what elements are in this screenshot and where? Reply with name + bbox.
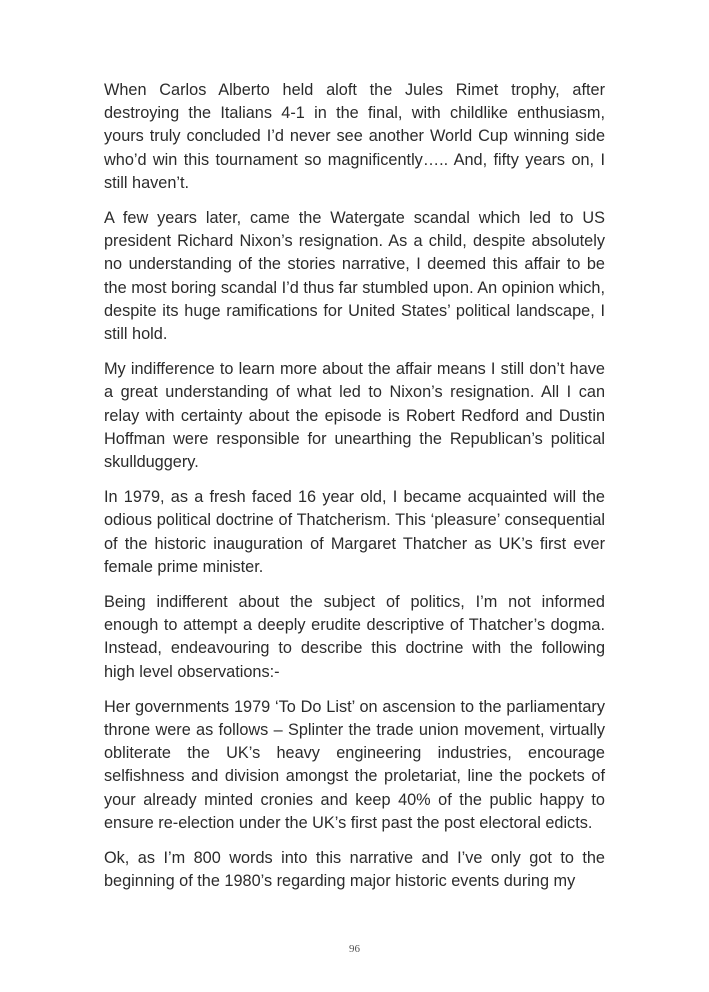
page-number: 96 (349, 943, 360, 955)
paragraph-nixon-resignation: My indifference to learn more about the affair means I still don’t have a great understanding of what led to Nixon’s resignation. All I can relay with certainty about the episode is Robert Redford and Dustin Hoffman were responsible for unearthing the Republican’s political skullduggery. (104, 360, 605, 472)
paragraph-world-cup: When Carlos Alberto held aloft the Jules Rimet trophy, after destroying the Italians 4-1 in the final, with childlike enthusiasm, yours truly concluded I’d never see another World Cup winning side who’d win this tournament so magnificently….. And, fifty years on, I still haven’t. (104, 81, 605, 192)
body-text (104, 79, 605, 906)
paragraph-watergate: A few years later, came the Watergate scandal which led to US president Richard Nixon’s resignation. As a child, despite absolutely no understanding of the stories narrative, I deemed this affair to be the most boring scandal I’d thus far stumbled upon. An opinion which, despite its huge ramifications for United States’ political landscape, I still hold. (104, 209, 605, 344)
paragraph-politics-indifference: Being indifferent about the subject of politics, I’m not informed enough to attempt a deeply erudite descriptive of Thatcher’s dogma. Instead, endeavouring to describe this doctrine with the following high level observations:- (104, 593, 605, 681)
paragraph-thatcherism: In 1979, as a fresh faced 16 year old, I became acquainted will the odious political doctrine of Thatcherism. This ‘pleasure’ consequential of the historic inauguration of Margaret Thatcher as UK’s first ever female prime minister. (104, 488, 605, 576)
paragraph-to-do-list: Her governments 1979 ‘To Do List’ on ascension to the parliamentary throne were as follows – Splinter the trade union movement, virtually obliterate the UK’s heavy engineering industries, encourage selfishness and division amongst the proletariat, line the pockets of your already minted cronies and keep 40% of the public happy to ensure re-election under the UK’s first past the post electoral edicts. (104, 697, 605, 832)
paragraph-800-words: Ok, as I’m 800 words into this narrative and I’ve only got to the beginning of the 1980’s regarding major historic events during my (104, 849, 605, 891)
